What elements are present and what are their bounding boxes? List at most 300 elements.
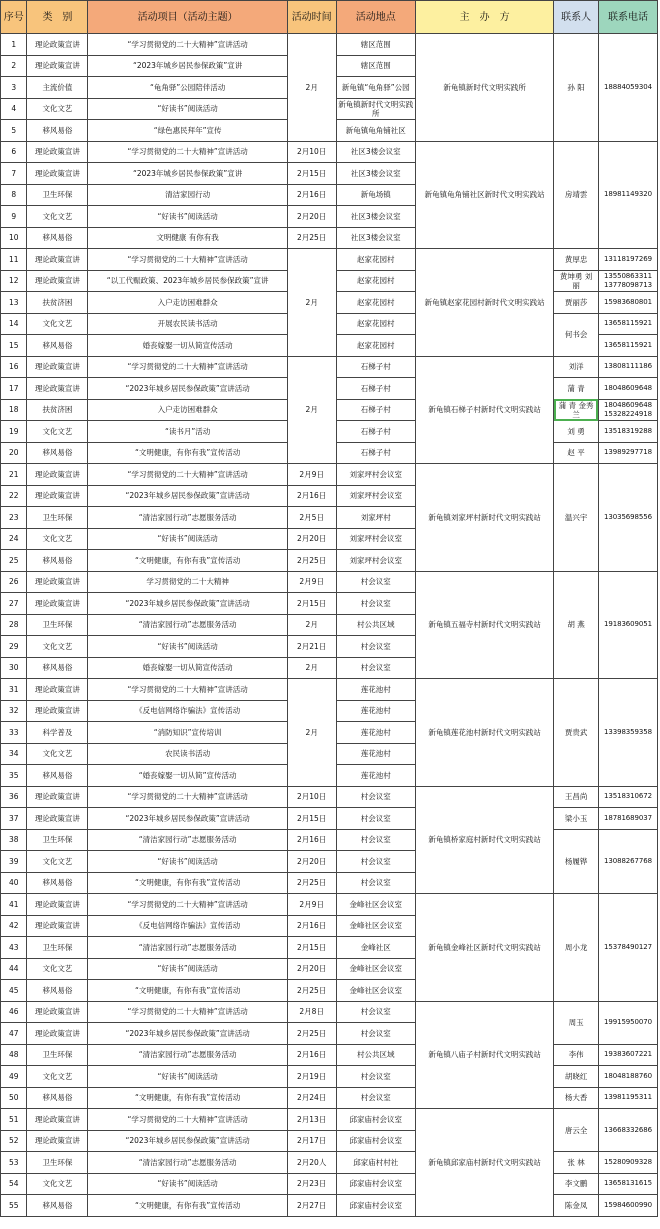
category: 理论政策宣讲 (27, 378, 88, 400)
contact-person: 李伟 (554, 1044, 599, 1066)
activity-location: 邱家庙村村社 (336, 1152, 415, 1174)
activity-title: “清洁家园行动”志愿服务活动 (88, 829, 287, 851)
activity-location: 辖区范围 (336, 55, 415, 77)
contact-phone: 13035698556 (598, 464, 657, 572)
contact-person: 周小龙 (554, 894, 599, 1002)
activity-location: 莲花池村 (336, 722, 415, 744)
table-row (1, 571, 658, 593)
activity-location: 莲花池村 (336, 700, 415, 722)
activity-title: “读书月”活动 (88, 421, 287, 443)
activity-location: 村会议室 (336, 808, 415, 830)
row-number: 41 (1, 894, 27, 916)
activity-title: “清洁家园行动”志愿服务活动 (88, 1044, 287, 1066)
table-row (1, 141, 658, 163)
contact-person: 蒲 青 (554, 378, 599, 400)
activity-location: 石梯子村 (336, 378, 415, 400)
category: 理论政策宣讲 (27, 593, 88, 615)
category: 卫生环保 (27, 937, 88, 959)
row-number: 38 (1, 829, 27, 851)
category: 文化文艺 (27, 636, 88, 658)
contact-phone: 13658115921 (598, 313, 657, 335)
category: 理论政策宣讲 (27, 894, 88, 916)
table-row (1, 356, 658, 378)
activity-location: 村会议室 (336, 593, 415, 615)
table-row (1, 894, 658, 916)
activity-time: 2月20人 (287, 1152, 336, 1174)
row-number: 16 (1, 356, 27, 378)
organizer-cell: 新龟镇桥家庭村新时代文明实践站 (415, 786, 553, 894)
category: 科学普及 (27, 722, 88, 744)
activity-time: 2月16日 (287, 829, 336, 851)
category: 移风易俗 (27, 872, 88, 894)
activity-location: 村会议室 (336, 571, 415, 593)
row-number: 2 (1, 55, 27, 77)
activity-title: “学习贯彻党的二十大精神”宣讲活动 (88, 464, 287, 486)
activity-title: 入户走访困难群众 (88, 399, 287, 421)
contact-person: 胡 燕 (554, 571, 599, 679)
category: 理论政策宣讲 (27, 163, 88, 185)
row-number: 40 (1, 872, 27, 894)
category: 理论政策宣讲 (27, 34, 88, 56)
activity-location: 村公共区域 (336, 1044, 415, 1066)
contact-phone: 13808111186 (598, 356, 657, 378)
activity-title: 文明健康 有你有我 (88, 227, 287, 249)
activity-title: “2023年城乡居民参保政策”宣讲活动 (88, 485, 287, 507)
table-row (1, 464, 658, 486)
activity-location: 村会议室 (336, 786, 415, 808)
category: 移风易俗 (27, 550, 88, 572)
category: 移风易俗 (27, 765, 88, 787)
activity-location: 村公共区域 (336, 614, 415, 636)
activity-time: 2月25日 (287, 872, 336, 894)
row-number: 31 (1, 679, 27, 701)
contact-person: 杨履铧 (554, 829, 599, 894)
category: 卫生环保 (27, 1044, 88, 1066)
category: 理论政策宣讲 (27, 571, 88, 593)
table-row (1, 808, 658, 830)
activity-location: 莲花池村 (336, 765, 415, 787)
activity-time: 2月23日 (287, 1173, 336, 1195)
row-number: 24 (1, 528, 27, 550)
category: 理论政策宣讲 (27, 485, 88, 507)
row-number: 43 (1, 937, 27, 959)
activity-location: 社区3楼会议室 (336, 227, 415, 249)
contact-phone: 13088267768 (598, 829, 657, 894)
activity-time: 2月27日 (287, 1195, 336, 1217)
category: 理论政策宣讲 (27, 700, 88, 722)
header-category: 类 别 (27, 1, 88, 34)
category: 理论政策宣讲 (27, 1023, 88, 1045)
activity-location: 村会议室 (336, 851, 415, 873)
contact-person: 唐云全 (554, 1109, 599, 1152)
activity-location: 辖区范围 (336, 34, 415, 56)
row-number: 35 (1, 765, 27, 787)
table-row (1, 1001, 658, 1023)
category: 移风易俗 (27, 120, 88, 142)
row-number: 26 (1, 571, 27, 593)
activity-time: 2月25日 (287, 550, 336, 572)
row-number: 23 (1, 507, 27, 529)
table-row (1, 1044, 658, 1066)
activity-location: 村会议室 (336, 1023, 415, 1045)
activity-title: “2023年城乡居民参保政策”宣讲 (88, 55, 287, 77)
row-number: 39 (1, 851, 27, 873)
category: 移风易俗 (27, 227, 88, 249)
activity-time: 2月10日 (287, 786, 336, 808)
row-number: 14 (1, 313, 27, 335)
row-number: 54 (1, 1173, 27, 1195)
activity-title: “2023年城乡居民参保政策”宣讲活动 (88, 378, 287, 400)
header-row (1, 1, 658, 34)
contact-phone: 13550863311 13778098713 (598, 270, 657, 292)
row-number: 53 (1, 1152, 27, 1174)
table-row (1, 679, 658, 701)
row-number: 36 (1, 786, 27, 808)
row-number: 48 (1, 1044, 27, 1066)
row-number: 12 (1, 270, 27, 292)
organizer-cell: 新龟镇龟角铺社区新时代文明实践站 (415, 141, 553, 249)
category: 文化文艺 (27, 1173, 88, 1195)
row-number: 44 (1, 958, 27, 980)
contact-person: 黄厚忠 (554, 249, 599, 271)
activity-time: 2月20日 (287, 958, 336, 980)
activity-location: 金峰社区会议室 (336, 980, 415, 1002)
category: 移风易俗 (27, 980, 88, 1002)
activity-location: 石梯子村 (336, 442, 415, 464)
header-contact: 联系人 (554, 1, 599, 34)
activity-title: “婚丧嫁娶一切从简”宣传活动 (88, 765, 287, 787)
activity-time: 2月16日 (287, 915, 336, 937)
contact-phone: 18781689037 (598, 808, 657, 830)
category: 卫生环保 (27, 614, 88, 636)
category: 扶贫济困 (27, 292, 88, 314)
activity-location: 石梯子村 (336, 399, 415, 421)
row-number: 10 (1, 227, 27, 249)
activity-location: 赵家花园村 (336, 313, 415, 335)
activity-location: 金峰社区会议室 (336, 894, 415, 916)
activity-location: 石梯子村 (336, 356, 415, 378)
activity-location: 邱家庙村会议室 (336, 1109, 415, 1131)
contact-person: 何书会 (554, 313, 599, 356)
header-activity: 活动项目（活动主题） (88, 1, 287, 34)
contact-phone: 18884059304 (598, 34, 657, 142)
activity-time: 2月 (287, 614, 336, 636)
row-number: 7 (1, 163, 27, 185)
activity-title: “好读书”阅读活动 (88, 206, 287, 228)
activity-title: “消防知识”宣传培训 (88, 722, 287, 744)
activity-location: 新龟镇新时代文明实践所 (336, 98, 415, 120)
organizer-cell: 新龟镇金峰社区新时代文明实践站 (415, 894, 553, 1002)
activity-time: 2月13日 (287, 1109, 336, 1131)
contact-person: 房靖雲 (554, 141, 599, 249)
category: 移风易俗 (27, 1195, 88, 1217)
contact-person: 周玉 (554, 1001, 599, 1044)
activity-title: “学习贯彻党的二十大精神”宣讲活动 (88, 1001, 287, 1023)
activity-time: 2月9日 (287, 464, 336, 486)
activity-location: 村会议室 (336, 636, 415, 658)
activity-location: 赵家花园村 (336, 249, 415, 271)
activity-title: 婚丧嫁娶一切从简宣传活动 (88, 657, 287, 679)
category: 移风易俗 (27, 442, 88, 464)
activity-time: 2月16日 (287, 1044, 336, 1066)
contact-phone: 13981195311 (598, 1087, 657, 1109)
row-number: 55 (1, 1195, 27, 1217)
activity-location: 金峰社区会议室 (336, 915, 415, 937)
category: 文化文艺 (27, 958, 88, 980)
activity-location: 新龟镇“龟角驿”公园 (336, 77, 415, 99)
activity-title: “文明健康，有你有我”宣传活动 (88, 550, 287, 572)
organizer-cell: 新龟镇刘家坪村新时代文明实践站 (415, 464, 553, 572)
activity-title: 学习贯彻党的二十大精神 (88, 571, 287, 593)
activity-time: 2月19日 (287, 1066, 336, 1088)
activity-title: “学习贯彻党的二十大精神”宣讲活动 (88, 356, 287, 378)
organizer-cell: 新龟镇莲花池村新时代文明实践站 (415, 679, 553, 787)
activity-title: “龟角驿”公园陪伴活动 (88, 77, 287, 99)
category: 理论政策宣讲 (27, 786, 88, 808)
row-number: 45 (1, 980, 27, 1002)
activity-title: “学习贯彻党的二十大精神”宣讲活动 (88, 679, 287, 701)
activity-title: 《反电信网络诈骗法》宣传活动 (88, 700, 287, 722)
activity-title: “清洁家园行动”志愿服务活动 (88, 614, 287, 636)
row-number: 37 (1, 808, 27, 830)
category: 理论政策宣讲 (27, 464, 88, 486)
activity-time: 2月25日 (287, 1023, 336, 1045)
row-number: 50 (1, 1087, 27, 1109)
header-time: 活动时间 (287, 1, 336, 34)
contact-person: 陈金凤 (554, 1195, 599, 1217)
activity-time: 2月20日 (287, 206, 336, 228)
row-number: 1 (1, 34, 27, 56)
contact-phone: 13518319288 (598, 421, 657, 443)
row-number: 20 (1, 442, 27, 464)
activity-location: 赵家花园村 (336, 270, 415, 292)
activity-title: “2023年城乡居民参保政策”宣讲活动 (88, 593, 287, 615)
activity-time: 2月5日 (287, 507, 336, 529)
activity-title: 《反电信网络诈骗法》宣传活动 (88, 915, 287, 937)
contact-phone: 13658115921 (598, 335, 657, 357)
row-number: 42 (1, 915, 27, 937)
category: 文化文艺 (27, 98, 88, 120)
table-row (1, 1152, 658, 1174)
contact-phone: 19915950070 (598, 1001, 657, 1044)
contact-phone: 13668332686 (598, 1109, 657, 1152)
row-number: 19 (1, 421, 27, 443)
activity-title: “文明健康，有你有我”宣传活动 (88, 1195, 287, 1217)
row-number: 22 (1, 485, 27, 507)
activity-location: 赵家花园村 (336, 292, 415, 314)
activity-location: 石梯子村 (336, 421, 415, 443)
activity-location: 邱家庙村会议室 (336, 1195, 415, 1217)
category: 文化文艺 (27, 421, 88, 443)
activity-time: 2月 (287, 34, 336, 142)
category: 文化文艺 (27, 528, 88, 550)
row-number: 52 (1, 1130, 27, 1152)
contact-phone: 15984600990 (598, 1195, 657, 1217)
activity-title: “好读书”阅读活动 (88, 1173, 287, 1195)
table-row (1, 1066, 658, 1088)
contact-person: 蒲 青 金秀兰 (554, 399, 599, 421)
contact-phone: 13989297718 (598, 442, 657, 464)
contact-phone: 19383607221 (598, 1044, 657, 1066)
row-number: 13 (1, 292, 27, 314)
header-organizer: 主 办 方 (415, 1, 553, 34)
activity-time: 2月8日 (287, 1001, 336, 1023)
contact-phone: 19183609051 (598, 571, 657, 679)
activity-title: “2023年城乡居民参保政策”宣讲活动 (88, 808, 287, 830)
activity-location: 邱家庙村会议室 (336, 1130, 415, 1152)
contact-phone: 15983680801 (598, 292, 657, 314)
category: 移风易俗 (27, 335, 88, 357)
activity-title: “清洁家园行动”志愿服务活动 (88, 507, 287, 529)
category: 文化文艺 (27, 313, 88, 335)
contact-person: 贾丽莎 (554, 292, 599, 314)
category: 文化文艺 (27, 743, 88, 765)
contact-phone: 18048609648 (598, 378, 657, 400)
row-number: 34 (1, 743, 27, 765)
category: 理论政策宣讲 (27, 55, 88, 77)
activity-title: “学习贯彻党的二十大精神”宣讲活动 (88, 786, 287, 808)
activity-title: “文明健康，有你有我”宣传活动 (88, 442, 287, 464)
row-number: 11 (1, 249, 27, 271)
category: 文化文艺 (27, 206, 88, 228)
activity-location: 刘家坪村 (336, 507, 415, 529)
category: 理论政策宣讲 (27, 1130, 88, 1152)
contact-person: 王昌尚 (554, 786, 599, 808)
table-row (1, 1109, 658, 1131)
category: 理论政策宣讲 (27, 915, 88, 937)
activity-time: 2月25日 (287, 227, 336, 249)
row-number: 33 (1, 722, 27, 744)
activity-title: “清洁家园行动”志愿服务活动 (88, 937, 287, 959)
activity-location: 村会议室 (336, 1087, 415, 1109)
activity-time: 2月15日 (287, 937, 336, 959)
category: 卫生环保 (27, 829, 88, 851)
activity-location: 社区3楼会议室 (336, 141, 415, 163)
activity-title: “学习贯彻党的二十大精神”宣讲活动 (88, 1109, 287, 1131)
activity-location: 金峰社区 (336, 937, 415, 959)
organizer-cell: 新龟镇赵家花园村新时代文明实践站 (415, 249, 553, 357)
activity-title: 清洁家园行动 (88, 184, 287, 206)
category: 卫生环保 (27, 507, 88, 529)
contact-person: 杨大香 (554, 1087, 599, 1109)
activity-location: 新龟镇龟角铺社区 (336, 120, 415, 142)
contact-phone: 13518310672 (598, 786, 657, 808)
activity-location: 村会议室 (336, 872, 415, 894)
activity-title: “学习贯彻党的二十大精神”宣讲活动 (88, 34, 287, 56)
category: 卫生环保 (27, 1152, 88, 1174)
header-phone: 联系电话 (598, 1, 657, 34)
activity-location: 村会议室 (336, 829, 415, 851)
organizer-cell: 新龟镇石梯子村新时代文明实践站 (415, 356, 553, 464)
activity-time: 2月17日 (287, 1130, 336, 1152)
contact-phone: 18048188760 (598, 1066, 657, 1088)
category: 理论政策宣讲 (27, 1109, 88, 1131)
category: 理论政策宣讲 (27, 679, 88, 701)
activity-title: “好读书”阅读活动 (88, 98, 287, 120)
contact-person: 胡晓红 (554, 1066, 599, 1088)
activity-location: 金峰社区会议室 (336, 958, 415, 980)
contact-person: 李文鹏 (554, 1173, 599, 1195)
activity-title: “文明健康，有你有我”宣传活动 (88, 1087, 287, 1109)
activity-time: 2月24日 (287, 1087, 336, 1109)
category: 文化文艺 (27, 1066, 88, 1088)
activity-title: “2023年城乡居民参保政策”宣讲活动 (88, 1130, 287, 1152)
activity-title: “好读书”阅读活动 (88, 1066, 287, 1088)
row-number: 32 (1, 700, 27, 722)
activity-time: 2月9日 (287, 894, 336, 916)
activity-title: “好读书”阅读活动 (88, 636, 287, 658)
row-number: 47 (1, 1023, 27, 1045)
activity-title: “学习贯彻党的二十大精神”宣讲活动 (88, 249, 287, 271)
contact-phone: 15280909328 (598, 1152, 657, 1174)
header-seq: 序号 (1, 1, 27, 34)
activity-title: “清洁家园行动”志愿服务活动 (88, 1152, 287, 1174)
category: 理论政策宣讲 (27, 270, 88, 292)
category: 移风易俗 (27, 657, 88, 679)
category: 文化文艺 (27, 851, 88, 873)
activity-time: 2月20日 (287, 851, 336, 873)
activity-time: 2月25日 (287, 980, 336, 1002)
contact-person: 梁小玉 (554, 808, 599, 830)
contact-person: 贾贵武 (554, 679, 599, 787)
activity-location: 村会议室 (336, 1066, 415, 1088)
activity-time: 2月15日 (287, 808, 336, 830)
category: 理论政策宣讲 (27, 249, 88, 271)
contact-person: 刘 勇 (554, 421, 599, 443)
activity-location: 刘家坪村会议室 (336, 485, 415, 507)
activity-time: 2月10日 (287, 141, 336, 163)
activity-time: 2月15日 (287, 593, 336, 615)
category: 卫生环保 (27, 184, 88, 206)
row-number: 46 (1, 1001, 27, 1023)
activity-title: “以工代赈政策、2023年城乡居民参保政策”宣讲 (88, 270, 287, 292)
row-number: 18 (1, 399, 27, 421)
category: 理论政策宣讲 (27, 141, 88, 163)
row-number: 15 (1, 335, 27, 357)
activity-location: 新龟场镇 (336, 184, 415, 206)
activity-title: “学习贯彻党的二十大精神”宣讲活动 (88, 141, 287, 163)
contact-person: 刘洋 (554, 356, 599, 378)
row-number: 8 (1, 184, 27, 206)
row-number: 3 (1, 77, 27, 99)
row-number: 17 (1, 378, 27, 400)
activity-location: 刘家坪村会议室 (336, 528, 415, 550)
activity-title: 农民读书活动 (88, 743, 287, 765)
activity-location: 刘家坪村会议室 (336, 550, 415, 572)
activity-title: “学习贯彻党的二十大精神”宣讲活动 (88, 894, 287, 916)
organizer-cell: 新龟镇邱家庙村新时代文明实践站 (415, 1109, 553, 1217)
activity-title: “文明健康，有你有我”宣传活动 (88, 980, 287, 1002)
table-row (1, 34, 658, 56)
category: 移风易俗 (27, 1087, 88, 1109)
row-number: 51 (1, 1109, 27, 1131)
contact-phone: 18048609648 15328224918 (598, 399, 657, 421)
category: 理论政策宣讲 (27, 1001, 88, 1023)
header-location: 活动地点 (336, 1, 415, 34)
contact-phone: 13398359358 (598, 679, 657, 787)
category: 理论政策宣讲 (27, 356, 88, 378)
row-number: 49 (1, 1066, 27, 1088)
activity-location: 莲花池村 (336, 679, 415, 701)
contact-person: 孙 阳 (554, 34, 599, 142)
activity-title: “绿色惠民拜年”宣传 (88, 120, 287, 142)
activity-time: 2月15日 (287, 163, 336, 185)
table-row (1, 786, 658, 808)
contact-phone: 13118197269 (598, 249, 657, 271)
activity-title: 婚丧嫁娶一切从简宣传活动 (88, 335, 287, 357)
row-number: 9 (1, 206, 27, 228)
activity-time: 2月 (287, 657, 336, 679)
